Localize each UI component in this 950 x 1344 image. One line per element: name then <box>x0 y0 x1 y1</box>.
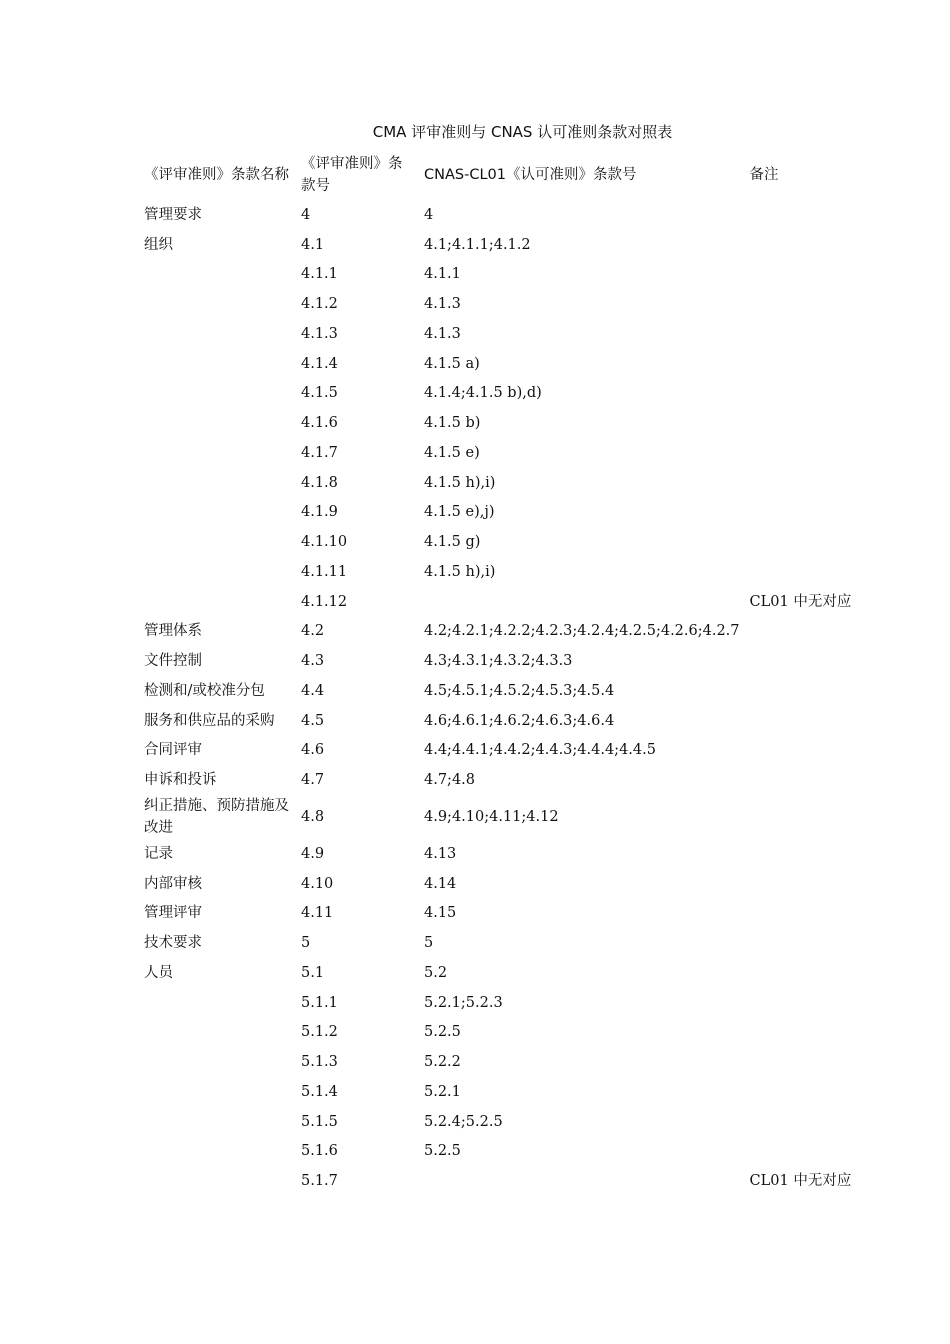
clause-no-cell: 4.1.2 <box>301 296 338 313</box>
note-cell <box>745 438 865 468</box>
clause-no-cell: 4.1.4 <box>301 355 338 372</box>
note-cell <box>745 765 865 795</box>
note-cell: CL01 中无对应 <box>749 1173 852 1190</box>
cnas-clause-cell: 5.2.2 <box>424 1054 461 1071</box>
header-note: 备注 <box>749 167 779 183</box>
cnas-clause-cell: 4.6;4.6.1;4.6.2;4.6.3;4.6.4 <box>424 712 615 729</box>
cnas-clause-cell: 5.2.4;5.2.5 <box>424 1113 503 1130</box>
table-row <box>139 1077 865 1107</box>
cnas-clause-cell: 4.5;4.5.1;4.5.2;4.5.3;4.5.4 <box>424 682 615 699</box>
clause-no-cell: 5.1.4 <box>301 1083 338 1100</box>
clause-name-cell <box>139 1166 296 1196</box>
note-cell <box>745 1047 865 1077</box>
cnas-clause-cell: 4 <box>424 206 434 223</box>
note-cell <box>745 1018 865 1048</box>
note-cell <box>745 1137 865 1167</box>
cnas-clause-cell <box>419 1166 745 1196</box>
cnas-clause-cell: 4.1.5 e),j) <box>424 504 495 521</box>
clause-name-cell <box>139 587 296 617</box>
cnas-clause-cell: 4.1.5 e) <box>424 444 480 461</box>
clause-no-cell: 4 <box>301 206 311 223</box>
table-row <box>139 379 865 409</box>
clause-name-cell <box>139 468 296 498</box>
clause-no-cell: 4.1.8 <box>301 474 338 491</box>
clause-no-cell: 4.1.1 <box>301 266 338 283</box>
clause-name-cell <box>139 498 296 528</box>
clause-comparison-table <box>139 150 865 1196</box>
note-cell <box>745 899 865 929</box>
note-cell <box>745 498 865 528</box>
cnas-clause-cell: 4.1.5 h),i) <box>424 563 496 580</box>
table-row <box>139 319 865 349</box>
note-cell: CL01 中无对应 <box>749 593 852 610</box>
clause-no-cell: 5.1.7 <box>301 1173 338 1190</box>
clause-name-cell: 管理评审 <box>144 905 202 922</box>
clause-name-cell <box>139 557 296 587</box>
table-row <box>139 839 865 869</box>
clause-no-cell: 4.9 <box>301 845 325 862</box>
cnas-clause-cell: 5.2 <box>424 964 448 981</box>
cnas-clause-cell: 5.2.5 <box>424 1024 461 1041</box>
note-cell <box>745 617 865 647</box>
cnas-clause-cell: 4.7;4.8 <box>424 772 476 789</box>
table-row <box>139 988 865 1018</box>
clause-name-cell <box>139 319 296 349</box>
clause-name-cell: 技术要求 <box>144 935 202 952</box>
clause-name-cell: 检测和/或校准分包 <box>144 682 265 699</box>
table-row <box>139 498 865 528</box>
cnas-clause-cell: 4.1.3 <box>424 325 461 342</box>
clause-name-cell <box>139 408 296 438</box>
note-cell <box>745 676 865 706</box>
clause-no-cell: 4.1 <box>301 236 325 253</box>
table-row <box>139 958 865 988</box>
table-row <box>139 557 865 587</box>
note-cell <box>745 928 865 958</box>
clause-no-cell: 5.1.5 <box>301 1113 338 1130</box>
clause-no-cell: 4.2 <box>301 623 325 640</box>
table-row <box>139 587 865 617</box>
clause-name-cell: 纠正措施、预防措施及改进 <box>144 798 289 836</box>
clause-name-cell <box>139 349 296 379</box>
table-row <box>139 349 865 379</box>
clause-no-cell: 4.1.5 <box>301 385 338 402</box>
note-cell <box>745 289 865 319</box>
note-cell <box>745 988 865 1018</box>
cnas-clause-cell: 4.1.5 b) <box>424 415 481 432</box>
clause-no-cell: 4.7 <box>301 772 325 789</box>
clause-name-cell: 申诉和投诉 <box>144 772 217 789</box>
clause-name-cell: 内部审核 <box>144 875 202 892</box>
table-row <box>139 438 865 468</box>
clause-name-cell: 人员 <box>144 964 173 981</box>
note-cell <box>745 839 865 869</box>
clause-name-cell <box>139 1018 296 1048</box>
clause-no-cell: 4.1.7 <box>301 444 338 461</box>
clause-no-cell: 5.1.1 <box>301 994 338 1011</box>
clause-no-cell: 4.10 <box>301 875 334 892</box>
clause-no-cell: 5.1 <box>301 964 325 981</box>
clause-no-cell: 4.1.10 <box>301 534 348 551</box>
clause-name-cell <box>139 289 296 319</box>
cnas-clause-cell: 5 <box>424 935 434 952</box>
table-row <box>139 1137 865 1167</box>
clause-no-cell: 4.1.3 <box>301 325 338 342</box>
table-row <box>139 200 865 230</box>
clause-name-cell: 文件控制 <box>144 653 202 670</box>
cnas-clause-cell: 4.1.5 a) <box>424 355 480 372</box>
table-row <box>139 736 865 766</box>
header-cnas-clause: CNAS-CL01《认可准则》条款号 <box>424 167 637 183</box>
table-row <box>139 869 865 899</box>
clause-no-cell: 4.3 <box>301 653 325 670</box>
clause-name-cell: 管理要求 <box>144 206 202 223</box>
note-cell <box>745 527 865 557</box>
header-clause-no: 《评审准则》条款号 <box>301 156 403 194</box>
clause-no-cell: 5.1.2 <box>301 1024 338 1041</box>
note-cell <box>745 646 865 676</box>
table-row <box>139 1047 865 1077</box>
clause-name-cell <box>139 988 296 1018</box>
note-cell <box>745 1107 865 1137</box>
cnas-clause-cell: 4.14 <box>424 875 457 892</box>
note-cell <box>745 468 865 498</box>
cnas-clause-cell: 4.4;4.4.1;4.4.2;4.4.3;4.4.4;4.4.5 <box>424 742 656 759</box>
table-row <box>139 617 865 647</box>
note-cell <box>745 706 865 736</box>
cnas-clause-cell: 4.15 <box>424 905 457 922</box>
clause-no-cell: 4.4 <box>301 682 325 699</box>
cnas-clause-cell: 4.1.5 h),i) <box>424 474 496 491</box>
note-cell <box>745 260 865 290</box>
clause-no-cell: 5 <box>301 935 311 952</box>
table-row <box>139 527 865 557</box>
note-cell <box>745 349 865 379</box>
note-cell <box>745 557 865 587</box>
cnas-clause-cell: 5.2.1 <box>424 1083 461 1100</box>
clause-name-cell: 管理体系 <box>144 623 202 640</box>
cnas-clause-cell: 4.9;4.10;4.11;4.12 <box>424 809 559 825</box>
note-cell <box>745 795 865 839</box>
clause-no-cell: 5.1.6 <box>301 1143 338 1160</box>
header-clause-name: 《评审准则》条款名称 <box>144 167 289 183</box>
table-row <box>139 230 865 260</box>
clause-name-cell <box>139 1047 296 1077</box>
clause-name-cell <box>139 379 296 409</box>
table-row <box>139 928 865 958</box>
table-row <box>139 899 865 929</box>
table-row <box>139 646 865 676</box>
table-row <box>139 1166 865 1196</box>
clause-no-cell: 4.1.11 <box>301 563 348 580</box>
cnas-clause-cell: 4.1.3 <box>424 296 461 313</box>
table-row <box>139 260 865 290</box>
note-cell <box>745 230 865 260</box>
clause-name-cell <box>139 260 296 290</box>
table-row <box>139 468 865 498</box>
note-cell <box>745 869 865 899</box>
table-row <box>139 1107 865 1137</box>
clause-no-cell: 4.1.9 <box>301 504 338 521</box>
table-body <box>139 150 865 1196</box>
table-row <box>139 1018 865 1048</box>
clause-no-cell: 4.11 <box>301 905 334 922</box>
clause-no-cell: 4.1.12 <box>301 593 348 610</box>
table-row <box>139 795 865 839</box>
table-row <box>139 765 865 795</box>
cnas-clause-cell: 4.1;4.1.1;4.1.2 <box>424 236 531 253</box>
cnas-clause-cell: 4.1.4;4.1.5 b),d) <box>424 385 542 402</box>
clause-name-cell: 组织 <box>144 236 173 253</box>
clause-name-cell <box>139 1107 296 1137</box>
clause-name-cell <box>139 1077 296 1107</box>
cnas-clause-cell: 5.2.1;5.2.3 <box>424 994 503 1011</box>
clause-name-cell: 合同评审 <box>144 742 202 759</box>
cnas-clause-cell: 4.2;4.2.1;4.2.2;4.2.3;4.2.4;4.2.5;4.2.6;4.2.7 <box>424 623 740 640</box>
note-cell <box>745 1077 865 1107</box>
table-row <box>139 408 865 438</box>
clause-name-cell <box>139 438 296 468</box>
cnas-clause-cell: 5.2.5 <box>424 1143 461 1160</box>
clause-no-cell: 5.1.3 <box>301 1054 338 1071</box>
cnas-clause-cell: 4.13 <box>424 845 457 862</box>
clause-name-cell: 服务和供应品的采购 <box>144 712 275 729</box>
table-header-row <box>139 150 865 200</box>
table-row <box>139 706 865 736</box>
note-cell <box>745 958 865 988</box>
clause-no-cell: 4.1.6 <box>301 415 338 432</box>
note-cell <box>745 408 865 438</box>
note-cell <box>745 200 865 230</box>
table-row <box>139 289 865 319</box>
clause-no-cell: 4.5 <box>301 712 325 729</box>
table-row <box>139 676 865 706</box>
cnas-clause-cell: 4.1.5 g) <box>424 534 481 551</box>
note-cell <box>745 319 865 349</box>
note-cell <box>745 736 865 766</box>
cnas-clause-cell: 4.1.1 <box>424 266 461 283</box>
cnas-clause-cell: 4.3;4.3.1;4.3.2;4.3.3 <box>424 653 573 670</box>
clause-name-cell <box>139 1137 296 1167</box>
clause-no-cell: 4.6 <box>301 742 325 759</box>
clause-name-cell: 记录 <box>144 845 173 862</box>
page-title: CMA 评审准则与 CNAS 认可准则条款对照表 <box>372 123 673 141</box>
clause-name-cell <box>139 527 296 557</box>
cnas-clause-cell <box>419 587 745 617</box>
clause-no-cell: 4.8 <box>301 809 325 825</box>
note-cell <box>745 379 865 409</box>
